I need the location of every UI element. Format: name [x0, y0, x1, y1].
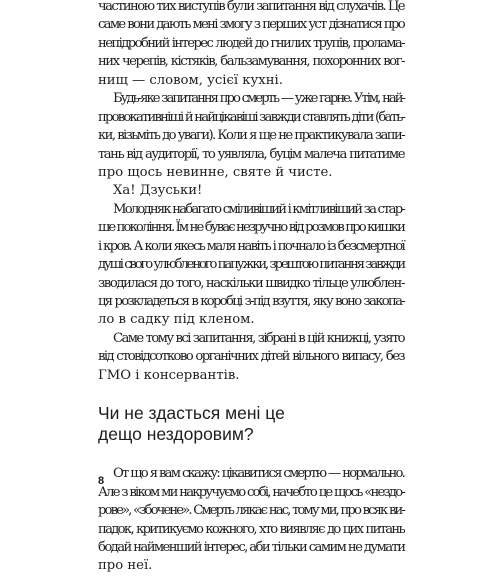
paragraph-line: непідробний інтерес людей до гнилих трупів, пролама-: [98, 35, 404, 51]
paragraph-1: [98, 0, 404, 90]
paragraph-4: [98, 201, 404, 330]
paragraph-line: ГМО і консервантів.: [98, 367, 240, 383]
paragraph-line: ше покоління. Їм не буває незручно від розмов про кишки: [98, 220, 404, 236]
paragraph-line: зводилася до того, наскільки швидко тільце улюблен-: [98, 275, 404, 291]
paragraph-line: про неї.: [98, 558, 153, 574]
heading-line: дещо нездоровим?: [98, 424, 254, 445]
paragraph-line: душі свого улюбленого папужки, зрештою питання завжди: [98, 257, 404, 273]
paragraph-line: падок, критикуємо кожного, хто виявляє до цих питань: [98, 521, 404, 537]
paragraph-line: Ха! Дзуськи!: [113, 183, 203, 199]
paragraph-line: про щось невинне, святе й чисте.: [98, 164, 333, 180]
paragraph-line: тань від аудиторії, то уявляла, буцім малеча питатиме: [98, 146, 404, 162]
text-column: [98, 0, 404, 576]
paragraph-3: [98, 182, 404, 200]
paragraph-6: [98, 465, 404, 576]
paragraph-line: Саме тому всі запитання, зібрані в цій книжці, узято: [113, 330, 404, 346]
paragraph-line: Молодняк набагато сміливіший і кмітливіший за стар-: [113, 201, 404, 217]
paragraph-line: від стовідсотково органічних дітей вільного випасу, без: [98, 349, 404, 365]
paragraph-line: Але з віком ми накручуємо собі, начебто це щось «нездо-: [98, 484, 404, 500]
paragraph-line: рове», «збочене». Смерть лякає нас, тому ми, про всяк ви-: [98, 503, 404, 519]
paragraph-line: ки, візьміть до уваги). Коли я ще не практикувала запи-: [98, 128, 404, 144]
paragraph-line: От що я вам скажу: цікавитися смертю — нормально.: [113, 466, 404, 482]
paragraph-line: ця розкладеться в коробці з-під взуття, яку воно закопа-: [98, 294, 404, 309]
heading-line: Чи не здасться мені це: [98, 403, 285, 424]
paragraph-line: бодай найменший інтерес, аби тільки самим не думати: [98, 539, 405, 555]
section-heading: [98, 403, 404, 445]
paragraph-line: нищ — словом, усієї кухні.: [98, 72, 283, 88]
page-number: 8: [98, 475, 105, 487]
paragraph-line: частиною тих виступів були запитання від слухачів. Це: [98, 0, 404, 14]
paragraph-line: них черепів, кістяків, бальзамування, похоронних вог-: [98, 54, 404, 70]
paragraph-line: і кров. А коли якесь маля навіть і почнало із безсмертної: [98, 238, 404, 254]
paragraph-line: саме вони дають мені змогу з перших уст дізнатися про: [98, 17, 404, 33]
paragraph-line: Будь-яке запитання про смерть — уже гарне. Утім, най-: [113, 91, 404, 107]
paragraph-5: [98, 330, 404, 385]
paragraph-2: [98, 90, 404, 182]
paragraph-line: ло в садку під кленом.: [98, 312, 255, 328]
paragraph-line: провокативніші й найцікавіші завжди ставлять діти (бать-: [98, 109, 405, 125]
